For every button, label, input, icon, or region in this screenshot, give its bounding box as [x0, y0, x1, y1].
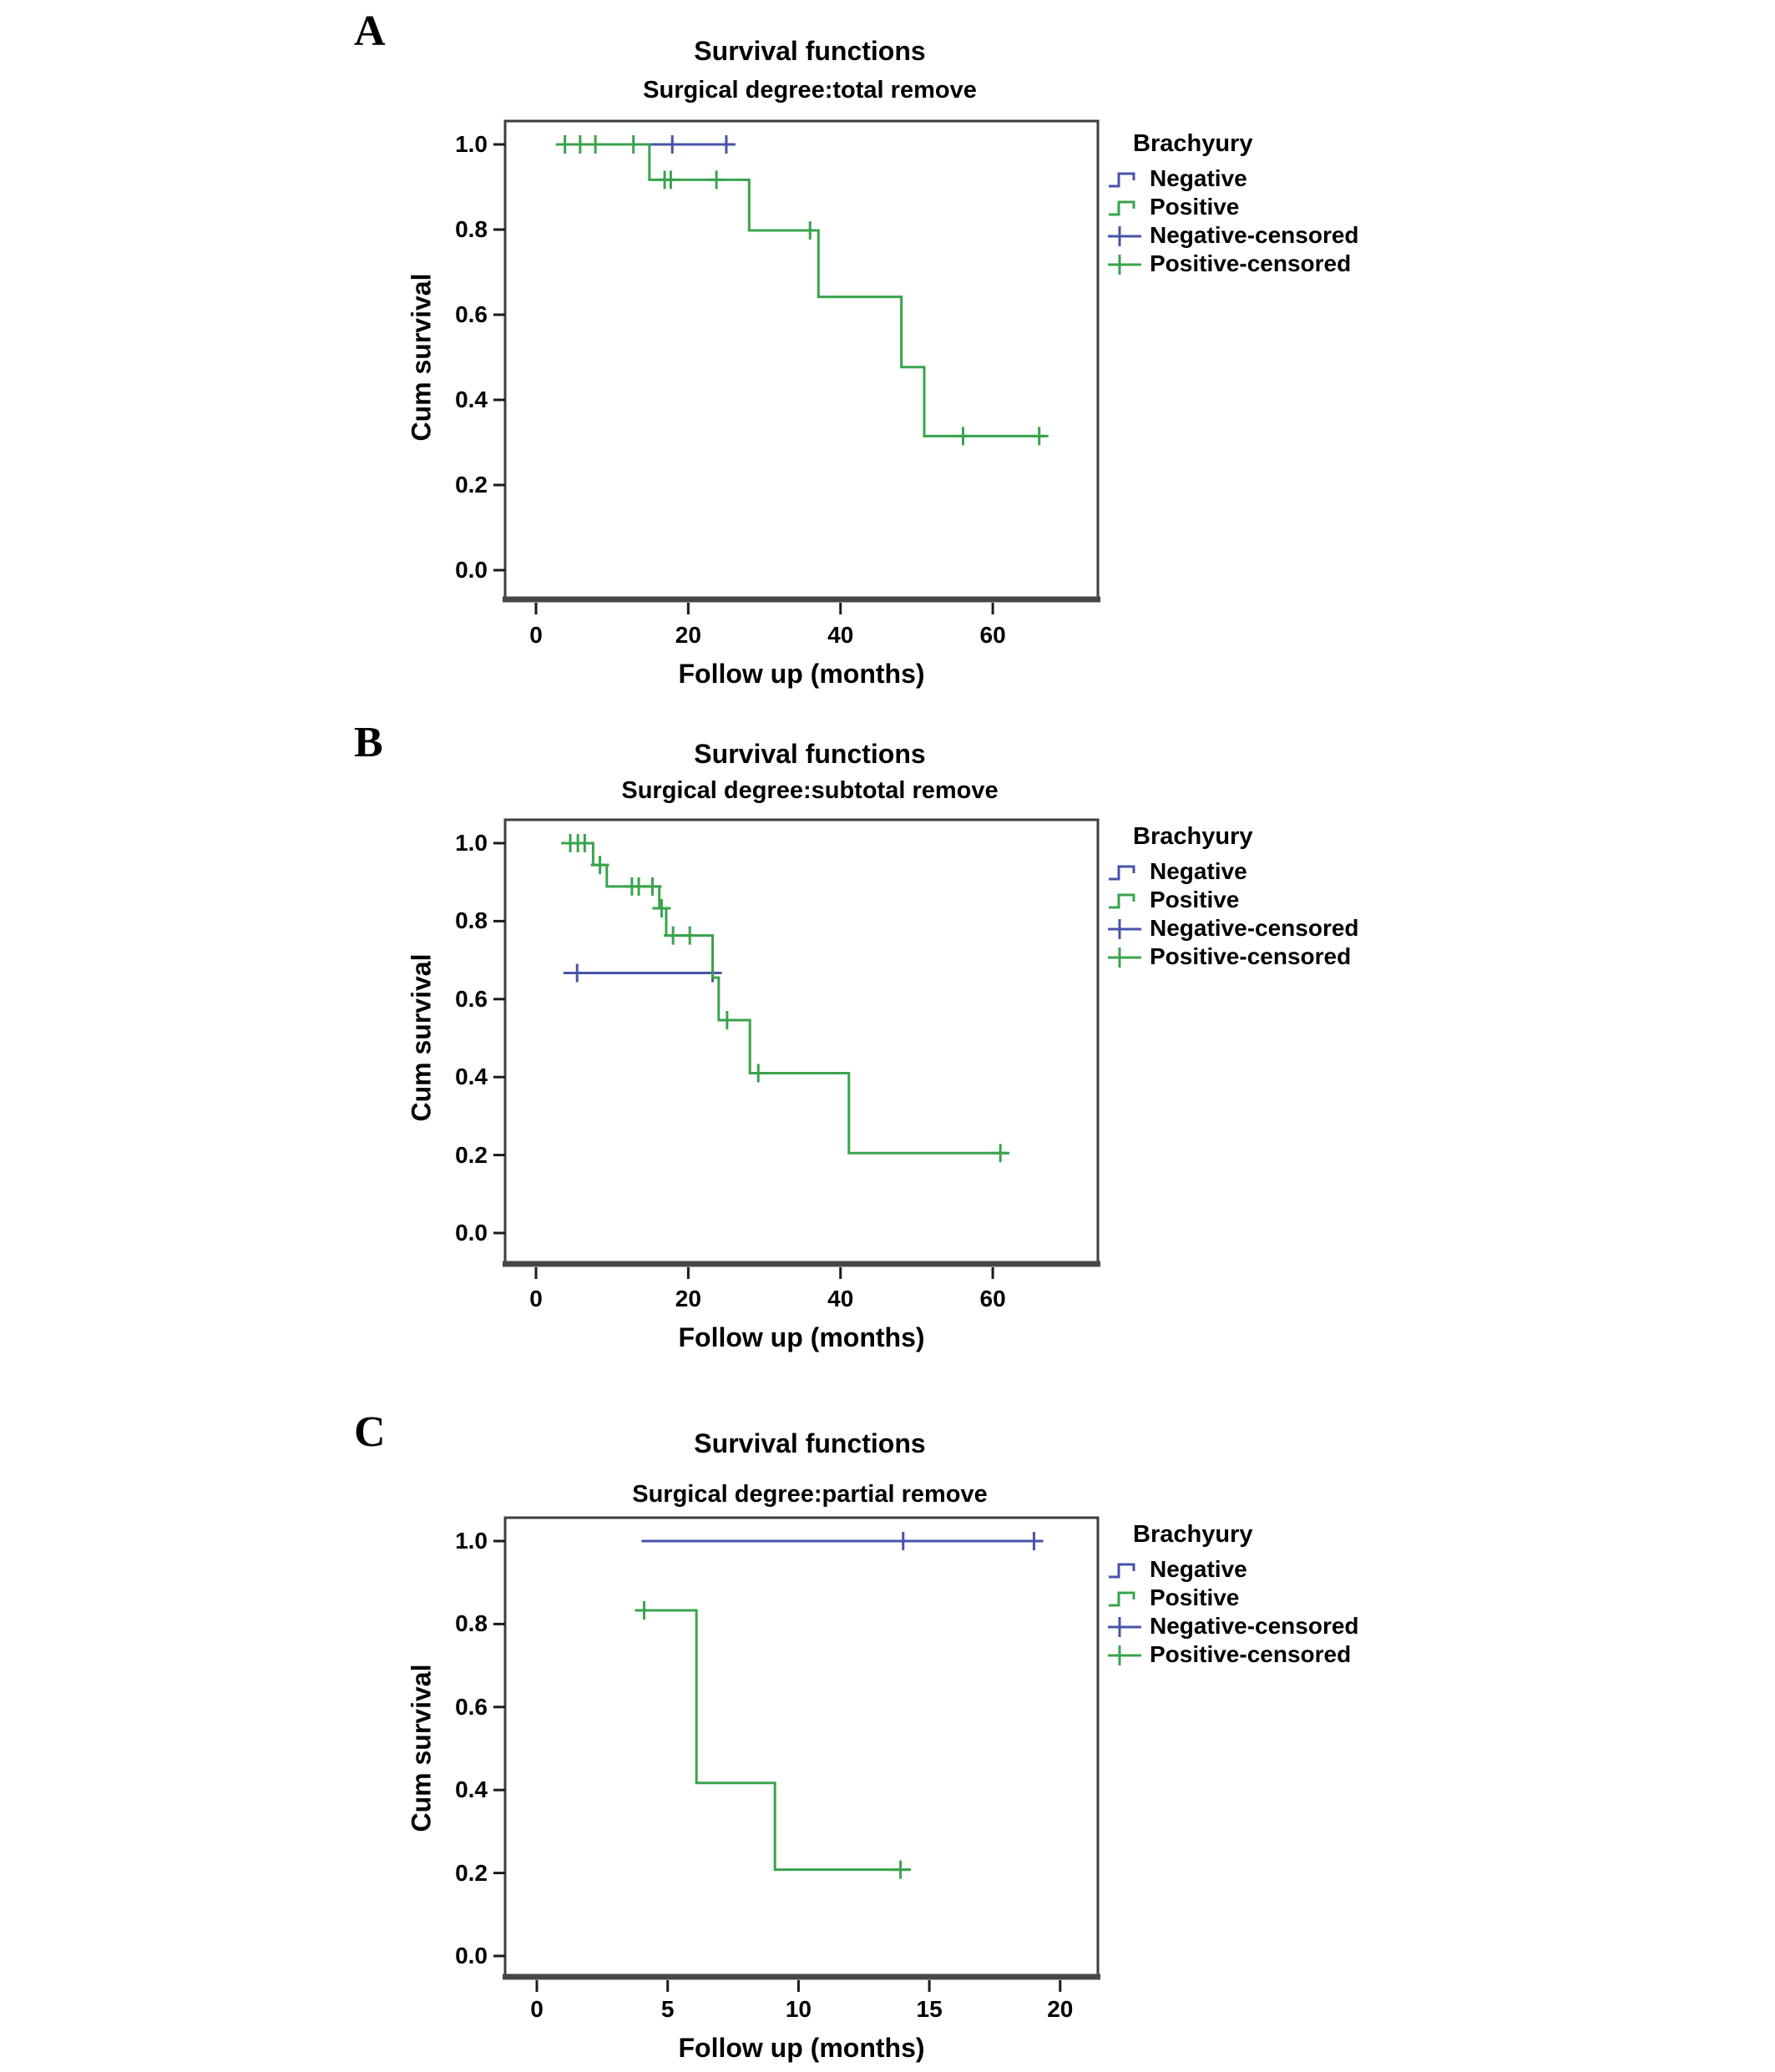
legend-row	[1106, 857, 1407, 886]
y-tick-label: 0.4	[455, 387, 488, 412]
x-tick-label: 20	[1047, 1996, 1074, 2022]
x-tick-label: 5	[660, 1996, 675, 2022]
panel-c-title: Survival functions	[694, 1428, 926, 1458]
y-tick-label: 0.0	[455, 557, 488, 583]
panel-b-legend	[1106, 823, 1407, 971]
legend-row	[1106, 1612, 1407, 1640]
y-tick-label: 0.0	[455, 1943, 488, 1968]
y-tick-label: 0.8	[455, 1610, 488, 1637]
negative-censored-plus-icon	[1106, 223, 1143, 248]
negative-step-icon	[1106, 1557, 1143, 1582]
legend-label: Negative	[1150, 858, 1247, 884]
y-tick-label: 0.0	[455, 1220, 488, 1246]
panel-b-letter: B	[354, 719, 383, 766]
legend-title: Brachyury	[1133, 823, 1253, 850]
legend-row	[1106, 193, 1407, 221]
x-tick-label: 60	[979, 622, 1006, 648]
panel-a-y-axis-label: Cum survival	[406, 273, 437, 442]
legend-label: Positive	[1150, 1584, 1240, 1610]
y-tick-label: 0.4	[455, 1776, 488, 1803]
legend-label: Negative	[1150, 1556, 1247, 1582]
legend-row	[1106, 943, 1407, 971]
legend-label: Negative-censored	[1150, 1613, 1359, 1639]
y-tick-label: 1.0	[455, 1528, 488, 1554]
x-tick-label: 40	[827, 622, 854, 648]
panel-c-y-axis-label: Cum survival	[406, 1664, 437, 1832]
y-tick-label: 0.2	[455, 472, 488, 498]
y-tick-label: 0.2	[455, 1141, 488, 1168]
y-tick-label: 0.4	[455, 1064, 488, 1090]
negative-step-icon	[1106, 859, 1143, 884]
positive-censored-plus-icon	[1106, 944, 1143, 969]
positive-step-icon	[1106, 1585, 1143, 1610]
positive-step-icon	[1106, 887, 1143, 912]
positive-censored-plus-icon	[1106, 251, 1143, 276]
legend-title: Brachyury	[1133, 130, 1253, 157]
legend-row	[1106, 164, 1407, 193]
x-tick-label: 15	[916, 1996, 943, 2022]
negative-censored-plus-icon	[1106, 916, 1143, 941]
legend-label: Positive	[1150, 887, 1240, 912]
panel-a-letter: A	[354, 8, 386, 55]
y-tick-label: 0.6	[455, 985, 488, 1012]
panel-c-legend	[1106, 1521, 1407, 1669]
x-tick-label: 10	[785, 1996, 812, 2022]
panel-c-subtitle: Surgical degree:partial remove	[632, 1481, 988, 1508]
positive-censored-plus-icon	[1106, 1642, 1143, 1667]
x-tick-label: 40	[827, 1286, 854, 1311]
x-tick-label: 60	[979, 1286, 1006, 1311]
y-tick-label: 0.8	[455, 907, 488, 934]
legend-label: Negative	[1150, 165, 1247, 191]
panel-c-x-axis-label: Follow up (months)	[678, 2033, 925, 2063]
legend-row	[1106, 221, 1407, 250]
legend-row	[1106, 914, 1407, 943]
positive-step-icon	[1106, 195, 1143, 220]
y-tick-label: 0.6	[455, 301, 488, 327]
panel-a-legend	[1106, 130, 1407, 278]
legend-label: Positive-censored	[1150, 1641, 1352, 1667]
legend-row	[1106, 1640, 1407, 1669]
y-tick-label: 0.6	[455, 1693, 488, 1720]
y-tick-label: 0.2	[455, 1859, 488, 1886]
y-tick-label: 1.0	[455, 131, 488, 157]
legend-label: Negative-censored	[1150, 222, 1359, 248]
legend-row	[1106, 250, 1407, 278]
y-tick-label: 0.8	[455, 216, 488, 242]
panel-c-letter: C	[354, 1408, 386, 1456]
legend-label: Negative-censored	[1150, 915, 1359, 941]
negative-censored-plus-icon	[1106, 1614, 1143, 1639]
panel-b-title: Survival functions	[694, 739, 926, 769]
legend-title: Brachyury	[1133, 1521, 1253, 1548]
negative-step-icon	[1106, 166, 1143, 191]
x-tick-label: 0	[529, 622, 543, 648]
panel-a-x-axis-label: Follow up (months)	[678, 659, 925, 689]
y-tick-label: 1.0	[455, 830, 488, 856]
legend-row	[1106, 886, 1407, 914]
x-tick-label: 20	[675, 622, 701, 648]
panel-b-subtitle: Surgical degree:subtotal remove	[621, 777, 999, 804]
panel-a-subtitle: Surgical degree:total remove	[643, 77, 977, 104]
panel-b-y-axis-label: Cum survival	[406, 953, 437, 1122]
legend-label: Positive-censored	[1150, 250, 1352, 276]
x-tick-label: 0	[530, 1996, 544, 2022]
panel-b-x-axis-label: Follow up (months)	[678, 1322, 925, 1352]
legend-row	[1106, 1584, 1407, 1612]
panel-a-title: Survival functions	[694, 36, 926, 66]
x-tick-label: 0	[529, 1286, 543, 1311]
legend-row	[1106, 1555, 1407, 1584]
x-tick-label: 20	[675, 1286, 701, 1311]
legend-label: Positive	[1150, 194, 1240, 220]
legend-label: Positive-censored	[1150, 943, 1352, 969]
